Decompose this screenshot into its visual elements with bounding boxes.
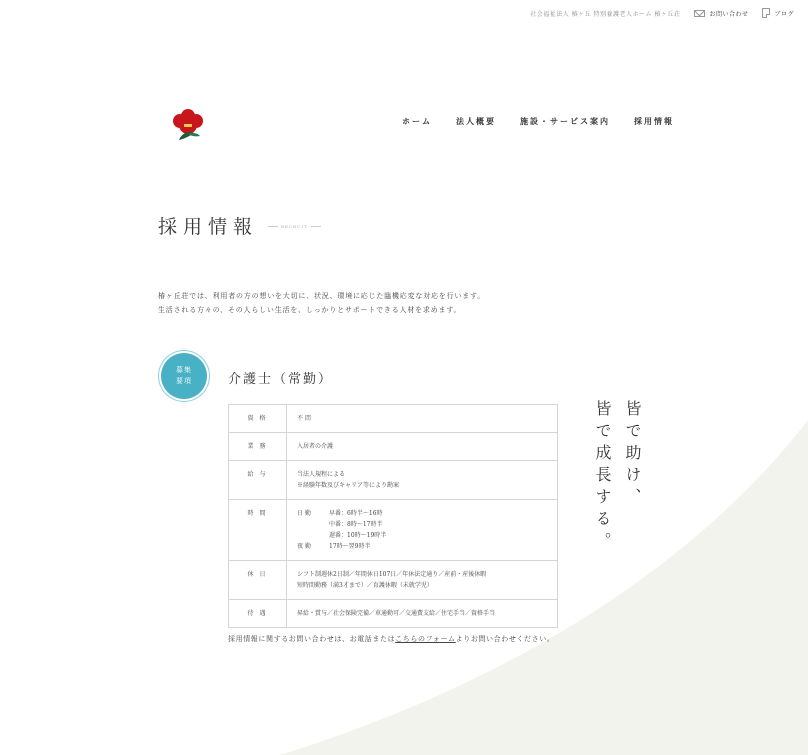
cell-line: 入居者の介護 <box>297 443 334 450</box>
contact-link[interactable] <box>694 9 748 18</box>
note-before: 採用情報に関するお問い合わせは、お電話または <box>228 635 396 643</box>
row-label-salary: 給 与 <box>229 461 287 500</box>
top-bar <box>530 8 794 18</box>
night-shift-line: 17時〜翌9時半 <box>329 543 371 550</box>
shift-spacer <box>297 519 329 530</box>
job-title: 介護士（常勤） <box>228 372 334 387</box>
shift-spacer <box>297 530 329 541</box>
contact-note <box>228 634 554 644</box>
camellia-logo[interactable] <box>170 108 206 144</box>
job-details-table <box>228 404 558 628</box>
page-title: 採用情報 <box>158 216 259 238</box>
badge-line-2: 要項 <box>176 377 192 385</box>
global-nav <box>402 116 674 127</box>
day-shift-line: 中番：8時〜17時半 <box>329 521 383 528</box>
row-value-qualification <box>287 405 558 433</box>
slogan <box>594 400 640 554</box>
intro-line-1: 椿ヶ丘荘では、利用者の方の想いを大切に、状況、環境に応じた臨機応変な対応を行います。 <box>158 292 486 300</box>
cell-line: 短時間勤務（満3才まで）／育護休暇（未就学児） <box>297 582 433 589</box>
day-shift-line: 早番：6時半〜16時 <box>329 510 383 517</box>
cell-line: ※経験年数及びキャリア等により勘案 <box>297 482 400 489</box>
subtitle-rule-left <box>268 226 278 227</box>
cell-line: 当法人規程による <box>297 471 346 478</box>
page-subtitle <box>268 224 321 229</box>
shift-grid <box>297 508 547 552</box>
day-shift-line: 遅番：10時〜19時半 <box>329 532 387 539</box>
org-name: 社会福祉法人 椿ヶ丘 特別養護老人ホーム 椿ヶ丘荘 <box>530 10 681 18</box>
night-shift-label: 夜 勤 <box>297 543 311 550</box>
nav-recruit[interactable]: 採用情報 <box>634 116 674 126</box>
blog-link[interactable] <box>762 8 794 18</box>
intro-line-2: 生活される方々の、その人らしい生活を、しっかりとサポートできる人材を求めます。 <box>158 306 462 314</box>
subtitle-rule-right <box>311 226 321 227</box>
table-row <box>229 461 558 500</box>
row-label-duties: 業 務 <box>229 433 287 461</box>
blog-label: ブログ <box>774 10 794 18</box>
row-label-hours: 時 間 <box>229 500 287 561</box>
cell-line: 不 問 <box>297 415 311 422</box>
contact-form-link[interactable]: こちらのフォーム <box>395 635 456 643</box>
row-value-hours <box>287 500 558 561</box>
recruitment-badge <box>161 353 207 399</box>
row-value-salary <box>287 461 558 500</box>
row-value-duties <box>287 433 558 461</box>
row-value-holidays <box>287 561 558 600</box>
nav-facility[interactable]: 施設・サービス案内 <box>520 116 610 126</box>
note-after: よりお問い合わせください。 <box>455 635 555 643</box>
document-icon <box>762 8 770 18</box>
mail-icon <box>694 10 705 17</box>
cell-line: シフト制週休2日制／年間休日107日／年休法定通り／産前・産後休暇 <box>297 571 487 578</box>
slogan-line-2: 皆で成長する。 <box>593 400 612 554</box>
badge-line-1: 募集 <box>176 366 192 374</box>
intro-text <box>158 289 485 317</box>
table-row <box>229 405 558 433</box>
table-row <box>229 500 558 561</box>
cell-line: 昇給・賞与／社会保険完備／車通勤可／交通費支給／住宅手当／資格手当 <box>297 610 496 617</box>
table-row <box>229 433 558 461</box>
page-subtitle-text: RECRUIT <box>281 224 308 229</box>
contact-label: お問い合わせ <box>709 10 749 18</box>
day-shift-label: 日 勤 <box>297 510 311 517</box>
table-row <box>229 561 558 600</box>
table-row <box>229 600 558 628</box>
row-label-qualification: 資 格 <box>229 405 287 433</box>
row-value-benefits <box>287 600 558 628</box>
nav-about[interactable]: 法人概要 <box>456 116 496 126</box>
nav-home[interactable]: ホーム <box>402 116 432 126</box>
slogan-line-1: 皆で助け、 <box>623 400 642 510</box>
row-label-benefits: 待 遇 <box>229 600 287 628</box>
row-label-holidays: 休 日 <box>229 561 287 600</box>
